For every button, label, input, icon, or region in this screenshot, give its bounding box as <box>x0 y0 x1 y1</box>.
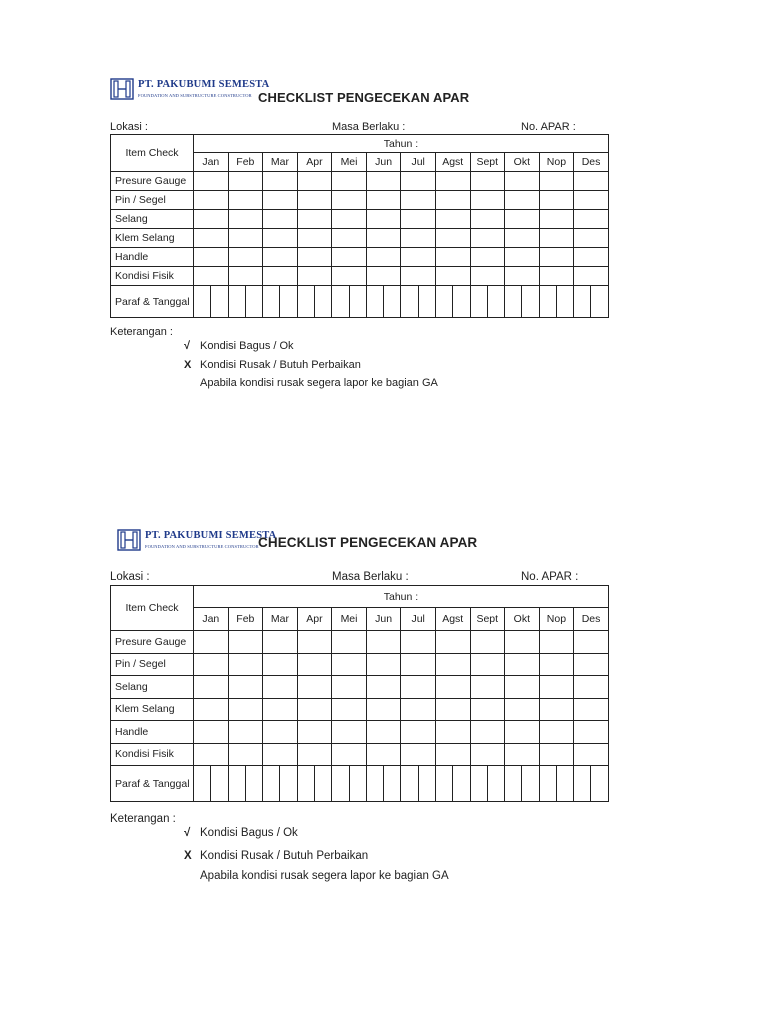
check-cell[interactable] <box>435 653 470 676</box>
check-cell[interactable] <box>332 698 367 721</box>
check-cell[interactable] <box>228 631 263 654</box>
month-header: Des <box>574 153 609 172</box>
check-cell[interactable] <box>470 210 505 229</box>
check-cell[interactable] <box>470 698 505 721</box>
table-row <box>111 653 609 676</box>
paraf-cell[interactable] <box>384 286 401 318</box>
paraf-cell[interactable] <box>453 766 470 802</box>
check-cell[interactable] <box>539 631 574 654</box>
check-cell[interactable] <box>297 743 332 766</box>
company-tagline: FOUNDATION AND SUBSTRUCTURE CONSTRUCTOR <box>145 543 259 549</box>
check-cell[interactable] <box>574 698 609 721</box>
company-logo <box>110 78 269 100</box>
check-cell[interactable] <box>194 210 229 229</box>
check-cell[interactable] <box>366 172 401 191</box>
paraf-row <box>111 766 609 802</box>
paraf-cell[interactable] <box>487 766 504 802</box>
paraf-cell[interactable] <box>194 766 211 802</box>
check-cell[interactable] <box>228 653 263 676</box>
month-header: Sept <box>470 153 505 172</box>
checklist-table <box>110 134 609 318</box>
check-cell[interactable] <box>470 631 505 654</box>
check-cell[interactable] <box>574 653 609 676</box>
table-row <box>111 698 609 721</box>
paraf-cell[interactable] <box>314 766 331 802</box>
legend-rusak <box>184 359 361 371</box>
paraf-cell[interactable] <box>349 286 366 318</box>
check-cell[interactable] <box>297 172 332 191</box>
item-check-header: Item Check <box>111 135 194 172</box>
tahun-header: Tahun : <box>194 586 609 608</box>
no-apar-label: No. APAR : <box>521 121 576 133</box>
check-cell[interactable] <box>332 721 367 744</box>
check-cell[interactable] <box>539 248 574 267</box>
check-cell[interactable] <box>505 676 540 699</box>
check-cell[interactable] <box>194 229 229 248</box>
month-header: Jul <box>401 153 436 172</box>
check-cell[interactable] <box>539 743 574 766</box>
paraf-cell[interactable] <box>314 286 331 318</box>
check-cell[interactable] <box>228 698 263 721</box>
check-cell[interactable] <box>574 743 609 766</box>
check-cell[interactable] <box>539 267 574 286</box>
check-cell[interactable] <box>366 267 401 286</box>
check-cell[interactable] <box>194 676 229 699</box>
check-cell[interactable] <box>366 248 401 267</box>
check-cell[interactable] <box>470 743 505 766</box>
check-cell[interactable] <box>263 653 298 676</box>
month-header: Des <box>574 608 609 631</box>
paraf-cell[interactable] <box>556 286 573 318</box>
check-mark-icon: √ <box>184 827 191 839</box>
check-cell[interactable] <box>435 743 470 766</box>
form-title: CHECKLIST PENGECEKAN APAR <box>258 535 478 550</box>
paraf-cell[interactable] <box>401 766 418 802</box>
lokasi-label: Lokasi : <box>110 571 150 583</box>
check-cell[interactable] <box>228 267 263 286</box>
check-cell[interactable] <box>194 191 229 210</box>
paraf-cell[interactable] <box>263 286 280 318</box>
item-label: Kondisi Fisik <box>111 743 194 766</box>
table-row <box>111 191 609 210</box>
paraf-cell[interactable] <box>418 286 435 318</box>
form-title: CHECKLIST PENGECEKAN APAR <box>258 90 470 105</box>
check-cell[interactable] <box>366 229 401 248</box>
paraf-cell[interactable] <box>211 286 228 318</box>
check-cell[interactable] <box>470 191 505 210</box>
check-cell[interactable] <box>470 248 505 267</box>
check-cell[interactable] <box>435 631 470 654</box>
paraf-cell[interactable] <box>435 286 452 318</box>
paraf-cell[interactable] <box>366 286 383 318</box>
paraf-cell[interactable] <box>505 286 522 318</box>
month-header: Feb <box>228 608 263 631</box>
check-cell[interactable] <box>366 191 401 210</box>
paraf-label: Paraf & Tanggal <box>111 766 194 802</box>
checklist-form-1 <box>95 68 630 398</box>
paraf-cell[interactable] <box>401 286 418 318</box>
paraf-cell[interactable] <box>332 286 349 318</box>
month-header: Mei <box>332 608 367 631</box>
paraf-label: Paraf & Tanggal <box>111 286 194 318</box>
check-cell[interactable] <box>263 676 298 699</box>
check-cell[interactable] <box>263 743 298 766</box>
company-name: PT. PAKUBUMI SEMESTA <box>138 79 270 90</box>
check-cell[interactable] <box>574 210 609 229</box>
table-row <box>111 267 609 286</box>
item-label: Pin / Segel <box>111 653 194 676</box>
check-cell[interactable] <box>297 210 332 229</box>
check-cell[interactable] <box>194 698 229 721</box>
check-cell[interactable] <box>505 229 540 248</box>
check-cell[interactable] <box>401 172 436 191</box>
item-label: Handle <box>111 721 194 744</box>
legend-ok <box>184 827 298 839</box>
check-cell[interactable] <box>435 191 470 210</box>
lokasi-label: Lokasi : <box>110 121 148 133</box>
check-cell[interactable] <box>505 172 540 191</box>
month-header: Apr <box>297 153 332 172</box>
month-header: Mar <box>263 608 298 631</box>
check-cell[interactable] <box>263 267 298 286</box>
check-cell[interactable] <box>332 267 367 286</box>
check-cell[interactable] <box>435 172 470 191</box>
check-cell[interactable] <box>435 676 470 699</box>
month-header: Mar <box>263 153 298 172</box>
check-cell[interactable] <box>401 653 436 676</box>
paraf-cell[interactable] <box>522 766 539 802</box>
paraf-cell[interactable] <box>366 766 383 802</box>
month-header: Okt <box>505 153 540 172</box>
paraf-cell[interactable] <box>349 766 366 802</box>
paraf-cell[interactable] <box>418 766 435 802</box>
check-cell[interactable] <box>263 210 298 229</box>
check-cell[interactable] <box>332 172 367 191</box>
check-cell[interactable] <box>366 631 401 654</box>
check-cell[interactable] <box>401 676 436 699</box>
table-row <box>111 631 609 654</box>
check-cell[interactable] <box>194 267 229 286</box>
check-cell[interactable] <box>435 698 470 721</box>
item-label: Selang <box>111 676 194 699</box>
paraf-cell[interactable] <box>194 286 211 318</box>
check-cell[interactable] <box>435 248 470 267</box>
item-label: Klem Selang <box>111 698 194 721</box>
check-cell[interactable] <box>401 248 436 267</box>
check-cell[interactable] <box>366 743 401 766</box>
check-cell[interactable] <box>539 172 574 191</box>
check-mark-icon: √ <box>184 340 191 352</box>
check-cell[interactable] <box>228 721 263 744</box>
check-cell[interactable] <box>297 721 332 744</box>
checklist-table <box>110 585 609 802</box>
check-cell[interactable] <box>574 229 609 248</box>
month-header: Sept <box>470 608 505 631</box>
check-cell[interactable] <box>505 743 540 766</box>
check-cell[interactable] <box>228 248 263 267</box>
check-cell[interactable] <box>263 698 298 721</box>
paraf-cell[interactable] <box>280 286 297 318</box>
legend-ok-text: Kondisi Bagus / Ok <box>200 340 294 352</box>
check-cell[interactable] <box>194 743 229 766</box>
check-cell[interactable] <box>366 698 401 721</box>
no-apar-label: No. APAR : <box>521 571 579 583</box>
keterangan-label: Keterangan : <box>110 813 176 825</box>
legend-ok <box>184 340 294 352</box>
checklist-form-2 <box>95 515 630 895</box>
check-cell[interactable] <box>366 676 401 699</box>
month-header: Jun <box>366 608 401 631</box>
check-cell[interactable] <box>228 191 263 210</box>
month-header: Jul <box>401 608 436 631</box>
check-cell[interactable] <box>263 248 298 267</box>
cross-mark-icon: X <box>184 359 192 371</box>
paraf-cell[interactable] <box>297 766 314 802</box>
check-cell[interactable] <box>194 172 229 191</box>
company-logo-icon <box>117 528 141 552</box>
item-label: Handle <box>111 248 194 267</box>
paraf-cell[interactable] <box>487 286 504 318</box>
item-label: Selang <box>111 210 194 229</box>
check-cell[interactable] <box>505 191 540 210</box>
check-cell[interactable] <box>401 191 436 210</box>
check-cell[interactable] <box>332 248 367 267</box>
check-cell[interactable] <box>470 229 505 248</box>
check-cell[interactable] <box>332 210 367 229</box>
paraf-cell[interactable] <box>470 766 487 802</box>
paraf-cell[interactable] <box>522 286 539 318</box>
check-cell[interactable] <box>539 653 574 676</box>
check-cell[interactable] <box>194 721 229 744</box>
table-row <box>111 743 609 766</box>
check-cell[interactable] <box>332 631 367 654</box>
paraf-cell[interactable] <box>280 766 297 802</box>
check-cell[interactable] <box>401 721 436 744</box>
legend-rusak-text: Kondisi Rusak / Butuh Perbaikan <box>200 359 361 371</box>
item-label: Pin / Segel <box>111 191 194 210</box>
month-header: Apr <box>297 608 332 631</box>
check-cell[interactable] <box>435 229 470 248</box>
check-cell[interactable] <box>435 267 470 286</box>
cross-mark-icon: X <box>184 850 192 862</box>
legend-rusak-text: Kondisi Rusak / Butuh Perbaikan <box>200 850 369 862</box>
check-cell[interactable] <box>539 676 574 699</box>
company-tagline: FOUNDATION AND SUBSTRUCTURE CONSTRUCTOR <box>138 92 252 98</box>
form-header <box>95 68 630 108</box>
check-cell[interactable] <box>505 248 540 267</box>
paraf-cell[interactable] <box>245 766 262 802</box>
check-cell[interactable] <box>505 210 540 229</box>
item-label: Presure Gauge <box>111 172 194 191</box>
check-cell[interactable] <box>505 267 540 286</box>
check-cell[interactable] <box>297 698 332 721</box>
check-cell[interactable] <box>297 631 332 654</box>
check-cell[interactable] <box>332 653 367 676</box>
check-cell[interactable] <box>263 229 298 248</box>
company-name: PT. PAKUBUMI SEMESTA <box>145 530 277 541</box>
keterangan-label: Keterangan : <box>110 326 173 338</box>
legend-note: Apabila kondisi rusak segera lapor ke bagian GA <box>200 870 449 882</box>
check-cell[interactable] <box>574 631 609 654</box>
check-cell[interactable] <box>297 191 332 210</box>
table-row <box>111 172 609 191</box>
check-cell[interactable] <box>435 721 470 744</box>
check-cell[interactable] <box>263 191 298 210</box>
item-check-header: Item Check <box>111 586 194 631</box>
paraf-cell[interactable] <box>297 286 314 318</box>
form-header <box>95 515 630 555</box>
tahun-header: Tahun : <box>194 135 609 153</box>
paraf-cell[interactable] <box>435 766 452 802</box>
paraf-cell[interactable] <box>228 286 245 318</box>
month-header: Okt <box>505 608 540 631</box>
check-cell[interactable] <box>263 631 298 654</box>
check-cell[interactable] <box>297 248 332 267</box>
check-cell[interactable] <box>332 676 367 699</box>
check-cell[interactable] <box>574 172 609 191</box>
check-cell[interactable] <box>228 210 263 229</box>
check-cell[interactable] <box>470 676 505 699</box>
month-header: Nop <box>539 608 574 631</box>
check-cell[interactable] <box>228 229 263 248</box>
paraf-cell[interactable] <box>263 766 280 802</box>
table-row <box>111 210 609 229</box>
check-cell[interactable] <box>505 698 540 721</box>
check-cell[interactable] <box>539 191 574 210</box>
check-cell[interactable] <box>539 210 574 229</box>
table-row <box>111 229 609 248</box>
table-row <box>111 676 609 699</box>
check-cell[interactable] <box>539 698 574 721</box>
item-label: Kondisi Fisik <box>111 267 194 286</box>
month-header: Jan <box>194 608 229 631</box>
check-cell[interactable] <box>539 229 574 248</box>
company-logo-icon <box>110 78 134 100</box>
paraf-cell[interactable] <box>591 286 608 318</box>
check-cell[interactable] <box>366 210 401 229</box>
check-cell[interactable] <box>297 267 332 286</box>
check-cell[interactable] <box>574 267 609 286</box>
masa-berlaku-label: Masa Berlaku : <box>332 571 409 583</box>
check-cell[interactable] <box>366 721 401 744</box>
check-cell[interactable] <box>401 229 436 248</box>
legend-note: Apabila kondisi rusak segera lapor ke bagian GA <box>200 377 438 389</box>
masa-berlaku-label: Masa Berlaku : <box>332 121 406 133</box>
check-cell[interactable] <box>574 191 609 210</box>
legend-rusak <box>184 850 368 862</box>
month-header: Agst <box>435 608 470 631</box>
check-cell[interactable] <box>263 172 298 191</box>
check-cell[interactable] <box>297 676 332 699</box>
check-cell[interactable] <box>332 743 367 766</box>
paraf-cell[interactable] <box>539 286 556 318</box>
check-cell[interactable] <box>505 653 540 676</box>
check-cell[interactable] <box>539 721 574 744</box>
paraf-cell[interactable] <box>245 286 262 318</box>
check-cell[interactable] <box>574 721 609 744</box>
check-cell[interactable] <box>228 676 263 699</box>
check-cell[interactable] <box>194 248 229 267</box>
month-header: Nop <box>539 153 574 172</box>
check-cell[interactable] <box>228 743 263 766</box>
check-cell[interactable] <box>470 721 505 744</box>
check-cell[interactable] <box>470 653 505 676</box>
item-label: Presure Gauge <box>111 631 194 654</box>
paraf-cell[interactable] <box>332 766 349 802</box>
month-header: Jan <box>194 153 229 172</box>
table-row <box>111 248 609 267</box>
check-cell[interactable] <box>401 743 436 766</box>
check-cell[interactable] <box>366 653 401 676</box>
month-header: Agst <box>435 153 470 172</box>
check-cell[interactable] <box>470 267 505 286</box>
paraf-row <box>111 286 609 318</box>
check-cell[interactable] <box>574 248 609 267</box>
table-row <box>111 721 609 744</box>
month-header: Jun <box>366 153 401 172</box>
item-label: Klem Selang <box>111 229 194 248</box>
month-header: Mei <box>332 153 367 172</box>
check-cell[interactable] <box>401 631 436 654</box>
check-cell[interactable] <box>194 653 229 676</box>
check-cell[interactable] <box>401 698 436 721</box>
check-cell[interactable] <box>574 676 609 699</box>
check-cell[interactable] <box>297 229 332 248</box>
paraf-cell[interactable] <box>505 766 522 802</box>
paraf-cell[interactable] <box>211 766 228 802</box>
check-cell[interactable] <box>401 267 436 286</box>
check-cell[interactable] <box>435 210 470 229</box>
check-cell[interactable] <box>263 721 298 744</box>
check-cell[interactable] <box>332 229 367 248</box>
paraf-cell[interactable] <box>453 286 470 318</box>
check-cell[interactable] <box>401 210 436 229</box>
check-cell[interactable] <box>332 191 367 210</box>
paraf-cell[interactable] <box>539 766 556 802</box>
paraf-cell[interactable] <box>556 766 573 802</box>
company-logo <box>117 528 276 552</box>
check-cell[interactable] <box>470 172 505 191</box>
paraf-cell[interactable] <box>574 286 591 318</box>
check-cell[interactable] <box>505 631 540 654</box>
check-cell[interactable] <box>194 631 229 654</box>
paraf-cell[interactable] <box>591 766 608 802</box>
paraf-cell[interactable] <box>228 766 245 802</box>
check-cell[interactable] <box>228 172 263 191</box>
month-header: Feb <box>228 153 263 172</box>
check-cell[interactable] <box>505 721 540 744</box>
paraf-cell[interactable] <box>470 286 487 318</box>
paraf-cell[interactable] <box>574 766 591 802</box>
paraf-cell[interactable] <box>384 766 401 802</box>
check-cell[interactable] <box>297 653 332 676</box>
legend-ok-text: Kondisi Bagus / Ok <box>200 827 298 839</box>
